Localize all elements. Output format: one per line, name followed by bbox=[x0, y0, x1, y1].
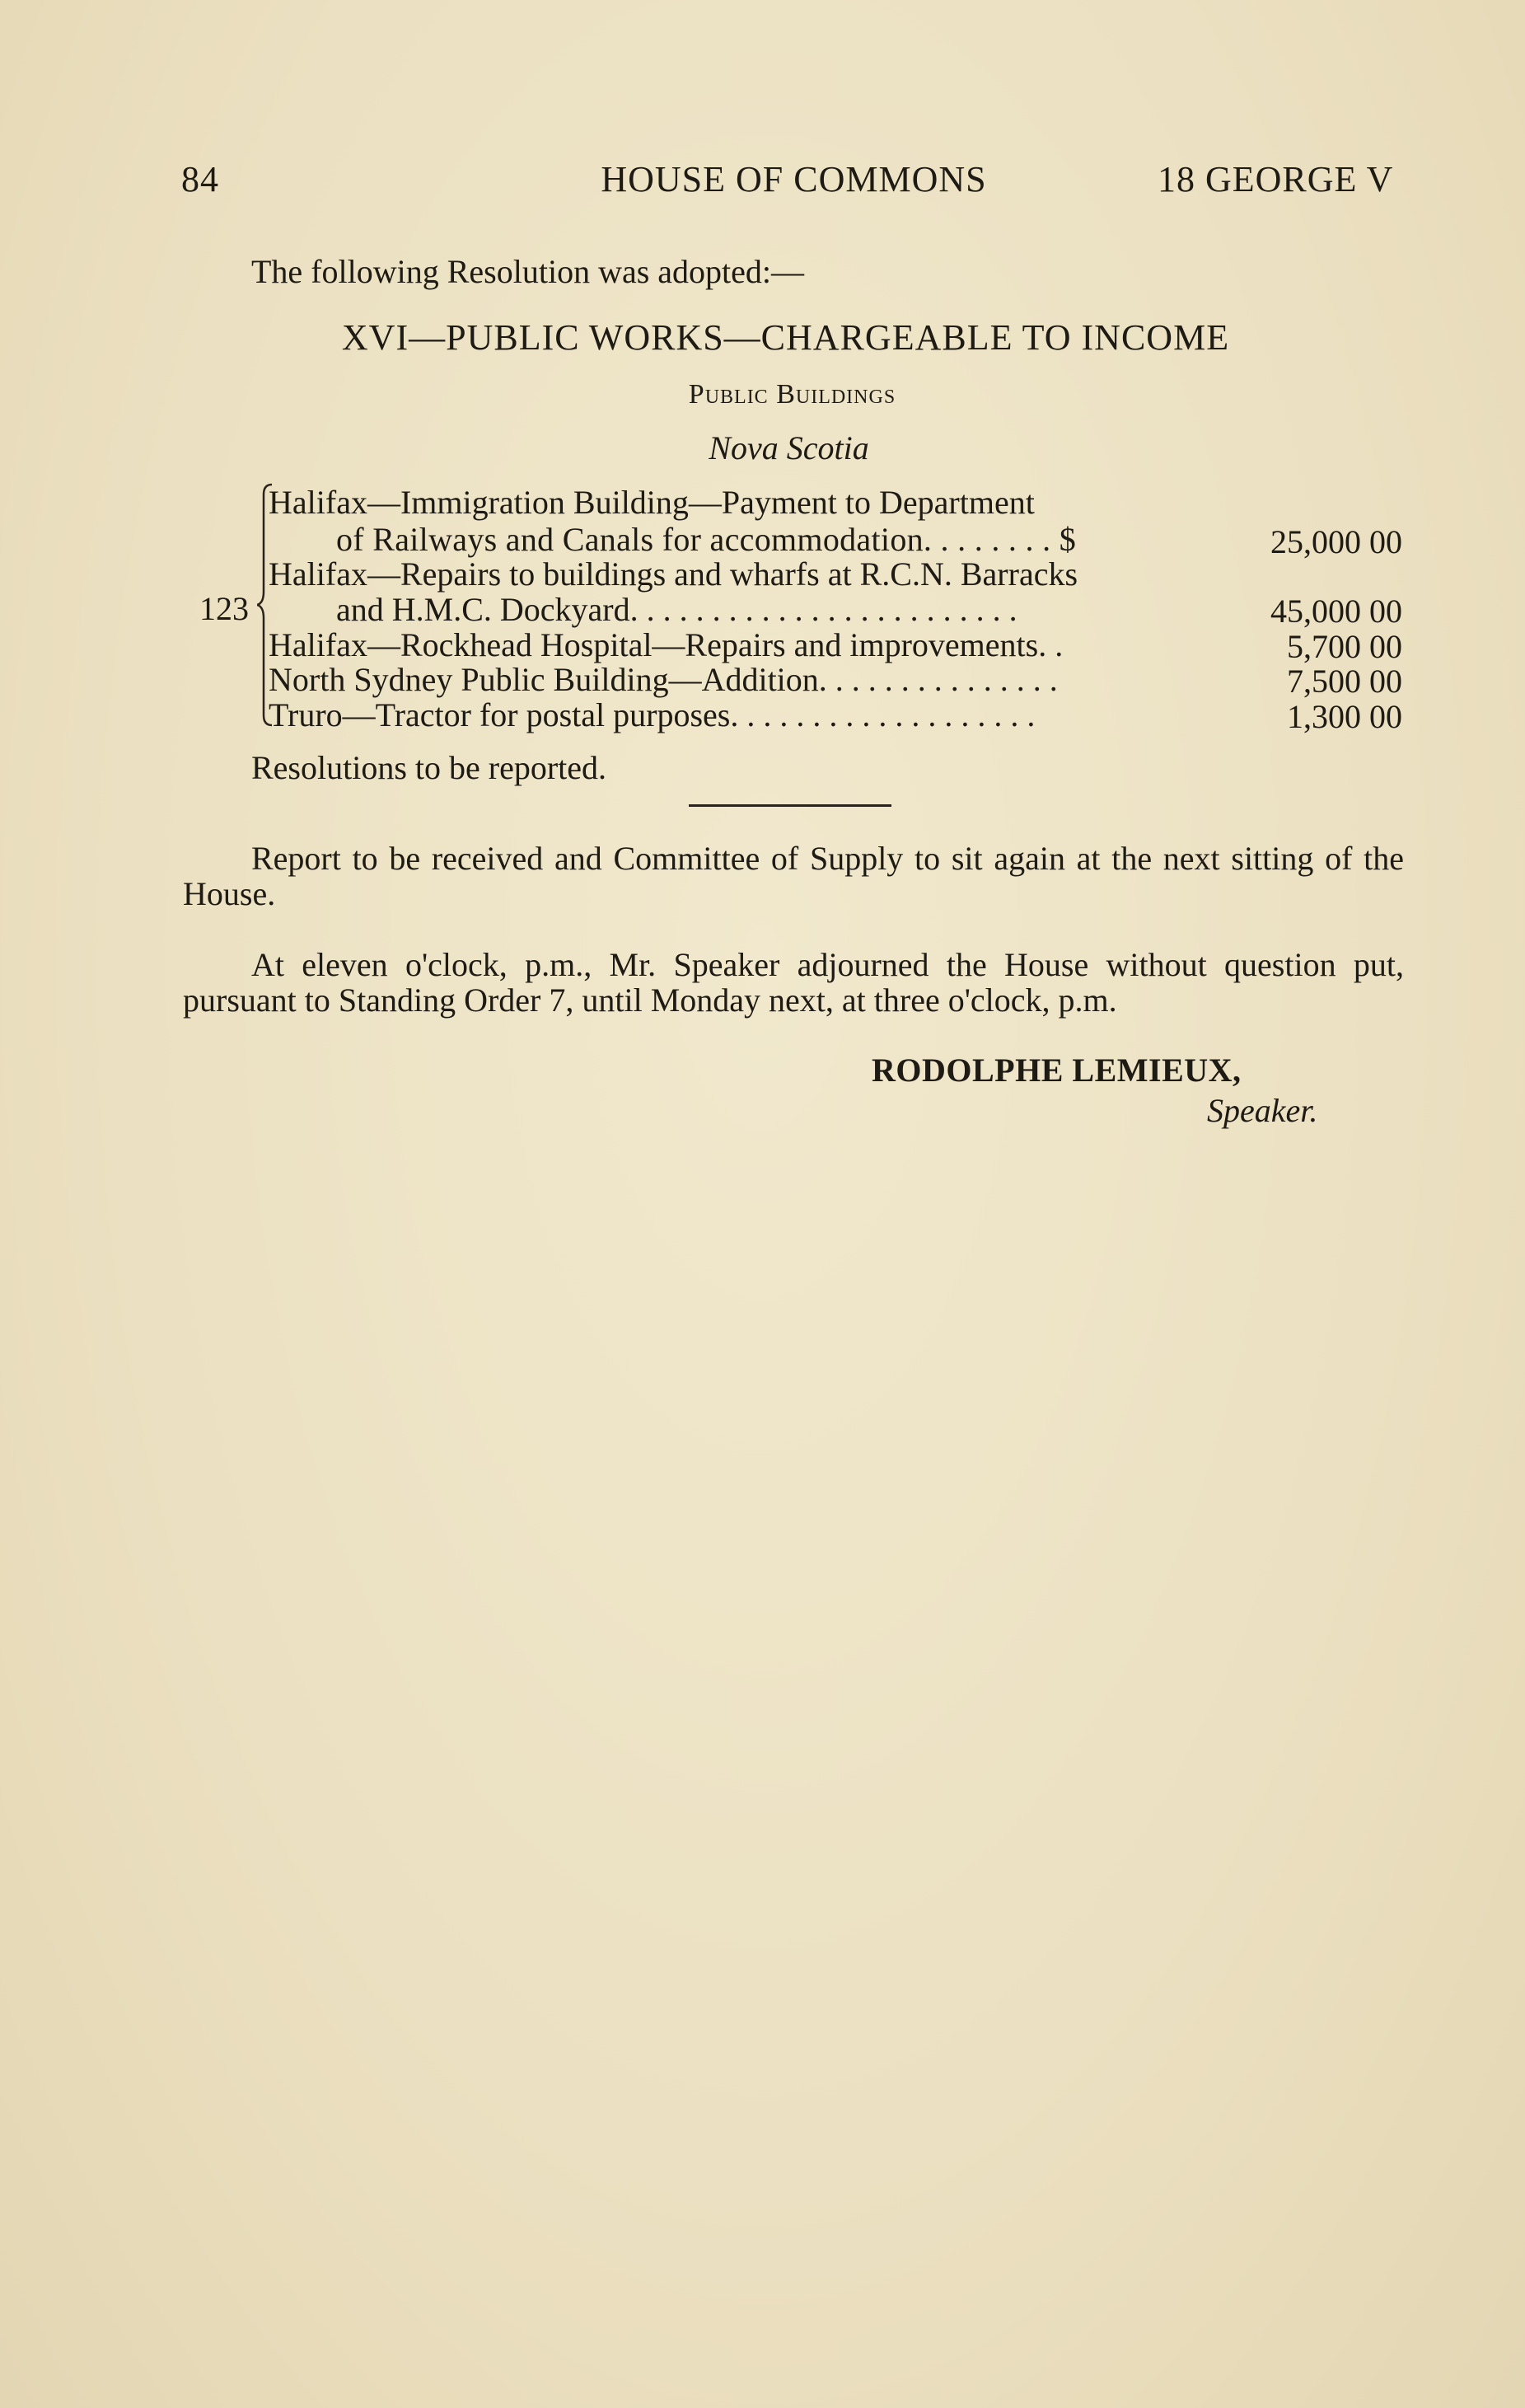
region-heading: Nova Scotia bbox=[709, 429, 869, 466]
signature-title: Speaker. bbox=[1207, 1092, 1318, 1129]
reign-year: 18 GEORGE V bbox=[1158, 159, 1394, 199]
intro-sentence: The following Resolution was adopted:— bbox=[251, 253, 805, 290]
page-number: 84 bbox=[181, 159, 219, 199]
resolutions-note: Resolutions to be reported. bbox=[251, 749, 607, 786]
item-2-line-2: and H.M.C. Dockyard. . . . . . . . . . . . . . . . . . . . . . . . bbox=[336, 591, 1017, 628]
running-title: HOUSE OF COMMONS bbox=[601, 159, 987, 199]
section-title: XVI—PUBLIC WORKS—CHARGEABLE TO INCOME bbox=[341, 317, 1230, 358]
item-1-line-1: Halifax—Immigration Building—Payment to Department bbox=[269, 484, 1035, 521]
item-5-line-1: Truro—Tractor for postal purposes. . . . . . . . . . . . . . . . . . . bbox=[269, 696, 1036, 733]
item-1-amount: 25,000 00 bbox=[1270, 523, 1402, 560]
item-2-amount: 45,000 00 bbox=[1270, 593, 1402, 630]
vote-number: 123 bbox=[199, 590, 249, 627]
item-2-line-1: Halifax—Repairs to buildings and wharfs at R.C.N. Barracks bbox=[269, 555, 1078, 593]
subheading: Public Buildings bbox=[688, 379, 896, 410]
divider-rule bbox=[689, 804, 891, 807]
item-4-line-1: North Sydney Public Building—Addition. . . . . . . . . . . . . . . bbox=[269, 661, 1058, 698]
item-1-line-2: of Railways and Canals for accommodation. . . . . . . . $ bbox=[336, 521, 1077, 558]
item-3-line-1: Halifax—Rockhead Hospital—Repairs and improvements. . bbox=[269, 626, 1064, 663]
item-5-amount: 1,300 00 bbox=[1287, 698, 1402, 735]
item-4-amount: 7,500 00 bbox=[1287, 663, 1402, 700]
item-3-amount: 5,700 00 bbox=[1287, 628, 1402, 665]
signature-name: RODOLPHE LEMIEUX, bbox=[872, 1052, 1242, 1089]
adjournment-paragraph: At eleven o'clock, p.m., Mr. Speaker adjourned the House without question put, pursuant to Standing Order 7, until Monday next, at three o'clock, p.m. bbox=[183, 946, 1404, 1019]
report-paragraph: Report to be received and Committee of Supply to sit again at the next sitting of the House. bbox=[183, 840, 1404, 912]
